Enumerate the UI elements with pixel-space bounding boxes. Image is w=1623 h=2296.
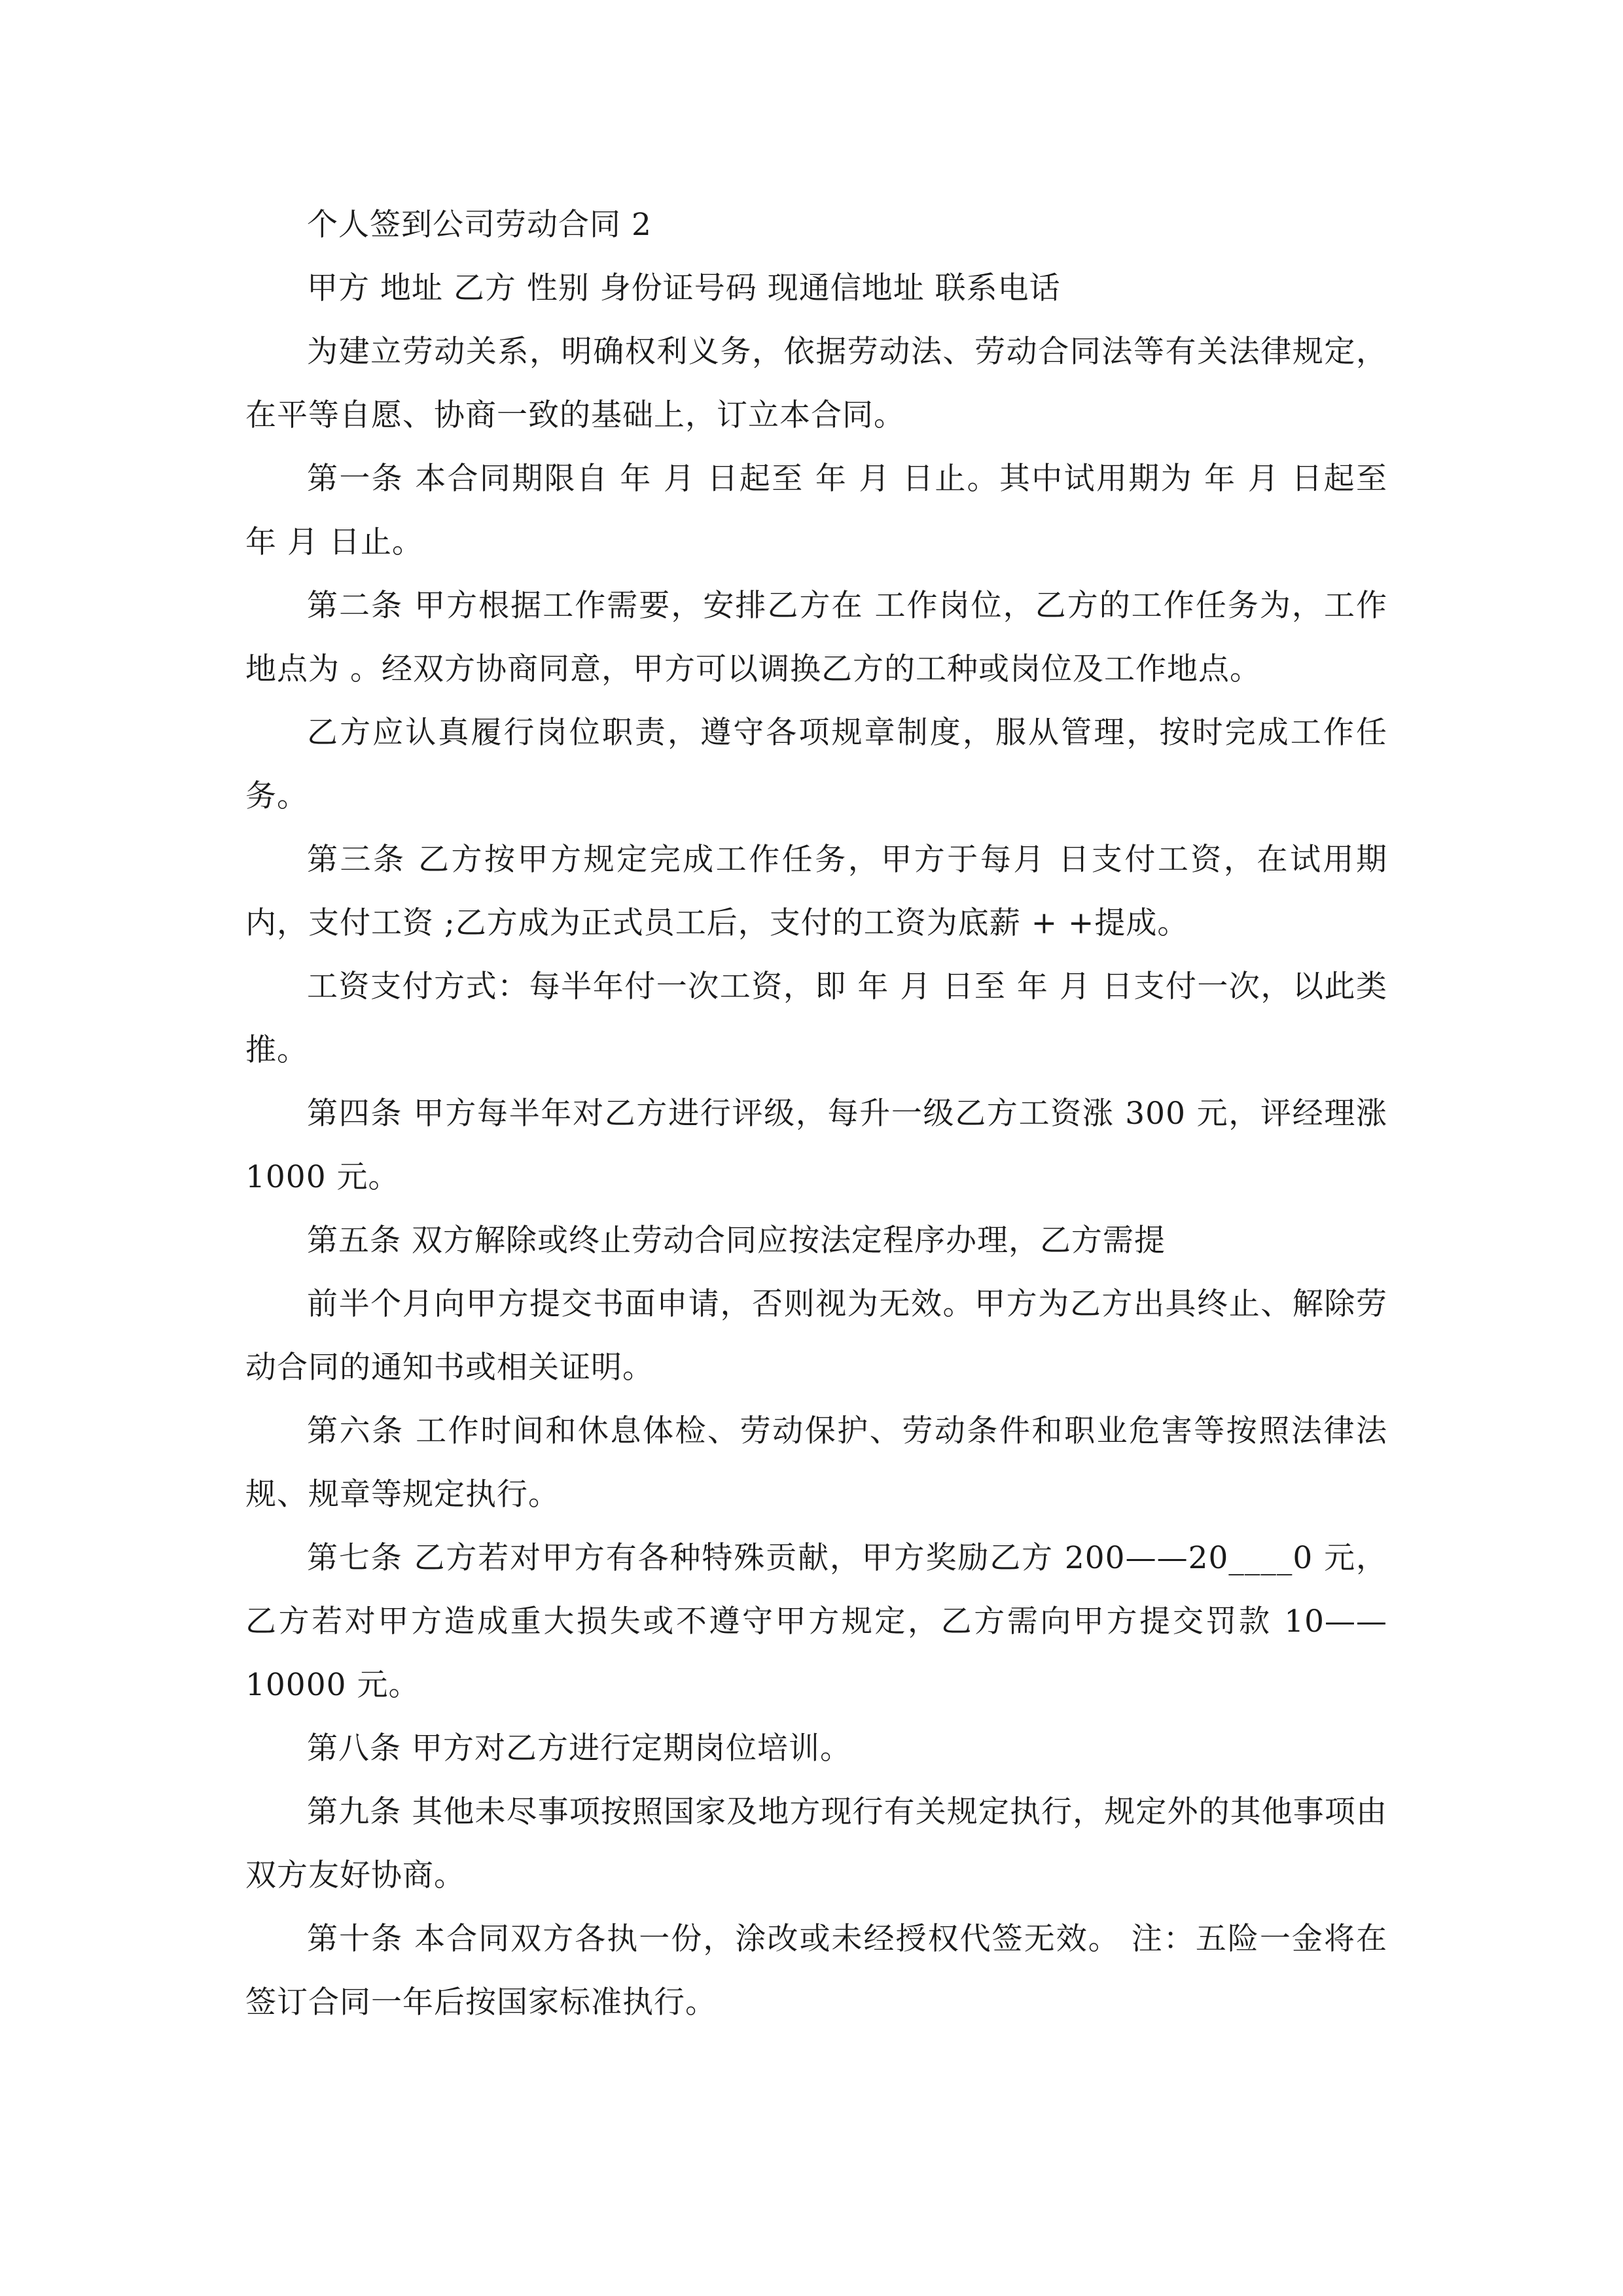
paragraph-article-5-continued: 前半个月向甲方提交书面申请，否则视为无效。甲方为乙方出具终止、解除劳动合同的通知书或相关证明。	[245, 1286, 1387, 1386]
paragraph-article-3: 第三条 乙方按甲方规定完成工作任务，甲方于每月 日支付工资，在试用期内，支付工资 ;乙方成为正式员工后，支付的工资为底薪 + +提成。	[245, 842, 1387, 941]
paragraph-article-6: 第六条 工作时间和休息体检、劳动保护、劳动条件和职业危害等按照法律法规、规章等规定执行。	[245, 1413, 1387, 1513]
paragraph-article-7: 第七条 乙方若对甲方有各种特殊贡献，甲方奖励乙方 200——20____0 元，乙方若对甲方造成重大损失或不遵守甲方规定，乙方需向甲方提交罚款 10——10000 元。	[245, 1540, 1387, 1703]
paragraph-article-1: 第一条 本合同期限自 年 月 日起至 年 月 日止。其中试用期为 年 月 日起至 年 月 日止。	[245, 461, 1387, 560]
document-body	[245, 193, 1387, 2034]
paragraph-article-5: 第五条 双方解除或终止劳动合同应按法定程序办理，乙方需提	[307, 1223, 1166, 1259]
paragraph-article-4: 第四条 甲方每半年对乙方进行评级，每升一级乙方工资涨 300 元，评经理涨 1000 元。	[245, 1096, 1387, 1195]
parties-line: 甲方 地址 乙方 性别 身份证号码 现通信地址 联系电话	[307, 270, 1061, 306]
paragraph-article-9: 第九条 其他未尽事项按照国家及地方现行有关规定执行，规定外的其他事项由双方友好协商。	[245, 1794, 1387, 1893]
paragraph-preamble: 为建立劳动关系，明确权利义务，依据劳动法、劳动合同法等有关法律规定，在平等自愿、协商一致的基础上，订立本合同。	[245, 334, 1387, 433]
paragraph-article-2: 第二条 甲方根据工作需要，安排乙方在 工作岗位，乙方的工作任务为，工作地点为 。经双方协商同意，甲方可以调换乙方的工种或岗位及工作地点。	[245, 588, 1387, 687]
paragraph-duties: 乙方应认真履行岗位职责，遵守各项规章制度，服从管理，按时完成工作任务。	[245, 715, 1387, 814]
paragraph-payment-method: 工资支付方式：每半年付一次工资，即 年 月 日至 年 月 日支付一次，以此类推。	[245, 969, 1387, 1068]
paragraph-article-8: 第八条 甲方对乙方进行定期岗位培训。	[307, 1731, 851, 1767]
paragraph-article-10: 第十条 本合同双方各执一份，涂改或未经授权代签无效。 注：五险一金将在签订合同一年后按国家标准执行。	[245, 1921, 1387, 2020]
document-title: 个人签到公司劳动合同 2	[307, 207, 652, 243]
